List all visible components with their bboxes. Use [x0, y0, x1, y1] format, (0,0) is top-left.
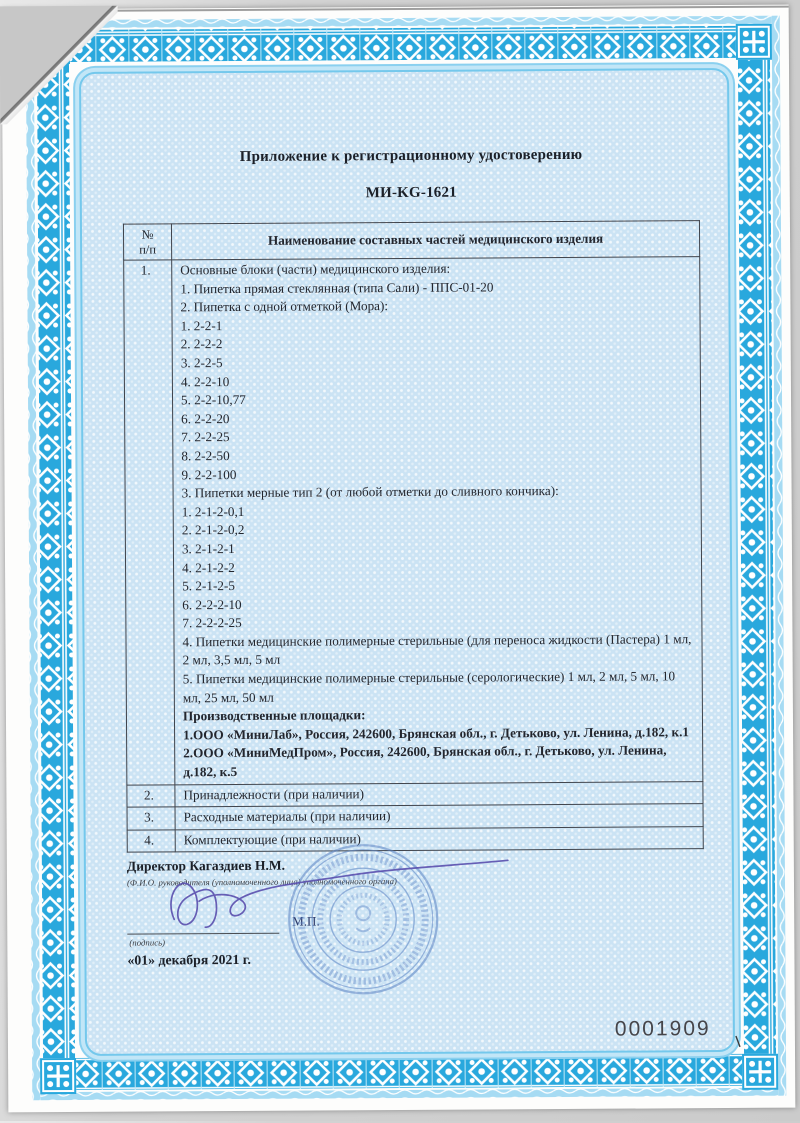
- component-line: 6. 2-2-2-10: [182, 596, 242, 613]
- signature-caption: (подпись): [129, 937, 166, 948]
- component-line: 2.ООО «МиниМедПром», Россия, 242600, Брянская обл., г. Детьково, ул. Ленина, д.182, к.5: [183, 742, 667, 780]
- component-line: 2. Пипетка с одной отметкой (Мора):: [180, 298, 389, 315]
- certificate-content: [2, 5, 796, 1113]
- row-number: 4.: [127, 830, 175, 853]
- component-line: 3. Пипетки мерные тип 2 (от любой отметки до сливного кончика):: [181, 483, 559, 501]
- director-name: Директор Кагаздиев Н.М.: [126, 857, 286, 874]
- component-line: 1. Пипетка прямая стеклянная (типа Сали) - ППС-01-20: [180, 279, 494, 296]
- column-header-number: № п/п: [123, 224, 171, 260]
- component-line: 3. 2-1-2-1: [181, 540, 235, 557]
- component-line: 1. 2-1-2-0,1: [181, 503, 245, 520]
- component-line: 9. 2-2-100: [181, 466, 237, 482]
- date: «01» декабря 2021 г.: [127, 951, 251, 968]
- row-content: Принадлежности (при наличии): [175, 781, 703, 807]
- table-header-row: [123, 221, 699, 261]
- component-line: 5. 2-1-2-5: [182, 578, 235, 594]
- component-line: 4. Пипетки медицинские полимерные стерильные (для переноса жидкости (Пастера) 1 мл, 2 мл, 3,5 мл, 5 мл: [182, 631, 692, 668]
- component-line: 2. 2-2-2: [180, 336, 223, 352]
- document-title: Приложение к регистрационному удостоверению: [239, 146, 583, 165]
- component-line: 1.ООО «МиниЛаб», Россия, 242600, Брянская обл., г. Детьково, ул. Ленина, д.182, к.1: [183, 724, 690, 743]
- component-line: 2. 2-1-2-0,2: [181, 522, 245, 538]
- component-line: 5. Пипетки медицинские полимерные стерильные (серологические) 1 мл, 2 мл, 5 мл, 10 мл, 25 мл, 50 мл: [182, 668, 676, 705]
- component-line: 7. 2-2-25: [181, 429, 230, 445]
- row-content: Комплектующие (при наличии): [175, 826, 703, 852]
- component-line: 8. 2-2-50: [181, 447, 230, 464]
- component-line: 5. 2-2-10,77: [180, 392, 246, 408]
- component-line: 3. 2-2-5: [180, 355, 223, 371]
- component-line: 4. 2-1-2-2: [182, 559, 235, 575]
- row-content: Расходные материалы (при наличии): [175, 804, 703, 830]
- component-line: Производственные площадки:: [182, 707, 366, 724]
- signature-block: [127, 856, 587, 888]
- stamp-place-abbr: М.П.: [292, 913, 320, 929]
- director-caption: (Ф.И.О. руководителя (уполномоченного лица) уполномоченного органа): [126, 876, 397, 888]
- table-row: [127, 826, 703, 852]
- column-header-name: Наименование составных частей медицинского изделия: [171, 221, 699, 260]
- paper-sheet: [2, 5, 796, 1113]
- components-table: [123, 220, 704, 853]
- table-row: [124, 257, 703, 785]
- row-number: 1.: [124, 260, 175, 785]
- component-line: 6. 2-2-20: [181, 410, 230, 427]
- component-line: 1. 2-2-1: [180, 317, 223, 334]
- row-number: 3.: [127, 807, 175, 830]
- serial-number: 0001909: [614, 1017, 711, 1041]
- component-line: 7. 2-2-2-25: [182, 615, 242, 631]
- signature-line: [127, 933, 279, 935]
- component-line: Основные блоки (части) медицинского изделия:: [180, 260, 451, 278]
- row-number: 2.: [127, 784, 175, 807]
- row-content: [172, 257, 703, 785]
- component-line: 4. 2-2-10: [180, 373, 230, 389]
- registration-number: МИ-KG-1621: [365, 184, 457, 202]
